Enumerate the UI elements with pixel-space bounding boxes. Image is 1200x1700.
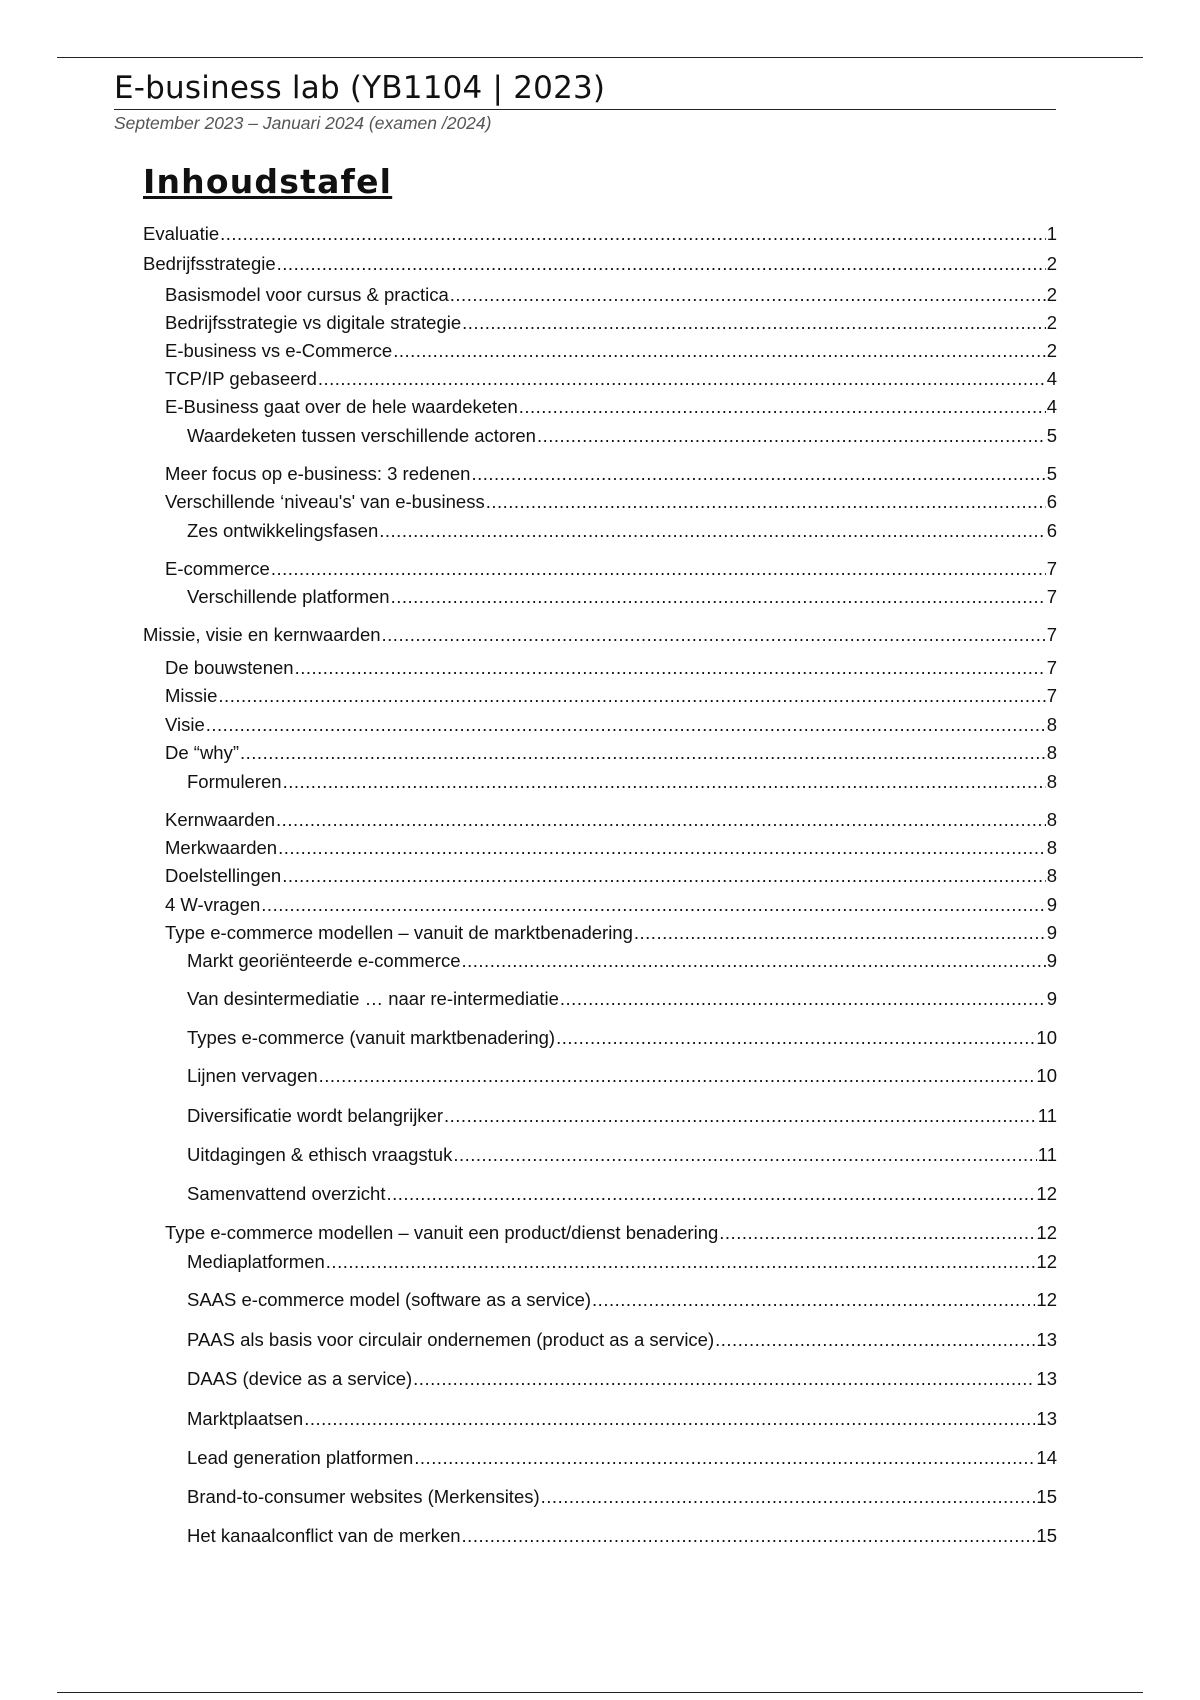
toc-entry-label: Formuleren [187,771,282,792]
toc-dot-leader [556,1026,1035,1050]
toc-entry-label: Lead generation platformen [187,1447,414,1468]
toc-entry-page-number: 8 [1046,809,1057,830]
toc-entry-label: Type e-commerce modellen – vanuit de marktbenadering [165,922,633,943]
toc-dot-leader [634,921,1046,945]
toc-entry-label: Brand-to-consumer websites (Merkensites) [187,1486,540,1507]
toc-entry[interactable] [165,656,1057,680]
toc-dot-leader [271,557,1046,581]
toc-dot-leader [486,490,1046,514]
toc-entry-label: Missie [165,685,218,706]
toc-entry-label: E-Business gaat over de hele waardeketen [165,396,518,417]
toc-entry-label: Types e-commerce (vanuit marktbenadering) [187,1027,556,1048]
toc-entry-page-number: 10 [1036,1027,1057,1048]
toc-entry-label: Het kanaalconflict van de merken [187,1525,461,1546]
toc-dot-leader [276,808,1046,832]
toc-dot-leader [453,1143,1036,1167]
toc-entry-page-number: 2 [1046,340,1057,361]
toc-entry-label: PAAS als basis voor circulair ondernemen (product as a service) [187,1329,715,1350]
toc-entry-label: Merkwaarden [165,837,278,858]
toc-entry[interactable] [187,1104,1057,1128]
toc-entry-page-number: 7 [1046,685,1057,706]
toc-entry[interactable] [187,1407,1057,1431]
toc-dot-leader [304,1407,1035,1431]
toc-entry[interactable] [187,1182,1057,1206]
toc-entry[interactable] [165,836,1057,860]
toc-dot-leader [318,367,1046,391]
top-rule [57,57,1143,58]
toc-entry[interactable] [165,367,1057,391]
toc-entry[interactable] [165,339,1057,363]
toc-entry[interactable] [165,462,1057,486]
toc-entry[interactable] [165,490,1057,514]
toc-entry[interactable] [187,585,1057,609]
toc-dot-leader [283,770,1046,794]
toc-entry-label: SAAS e-commerce model (software as a service) [187,1289,592,1310]
toc-entry[interactable] [143,222,1057,246]
toc-entry-label: Marktplaatsen [187,1408,304,1429]
toc-entry-label: Uitdagingen & ethisch vraagstuk [187,1144,453,1165]
toc-entry-page-number: 9 [1046,894,1057,915]
toc-entry-label: 4 W-vragen [165,894,261,915]
toc-entry[interactable] [165,864,1057,888]
toc-dot-leader [391,585,1046,609]
toc-entry-page-number: 5 [1046,463,1057,484]
toc-entry[interactable] [187,1328,1057,1352]
toc-entry-page-number: 12 [1036,1183,1057,1204]
toc-entry[interactable] [187,1367,1057,1391]
toc-dot-leader [560,987,1046,1011]
toc-entry-page-number: 6 [1046,520,1057,541]
toc-entry-page-number: 2 [1046,284,1057,305]
toc-dot-leader [719,1221,1035,1245]
toc-dot-leader [261,893,1045,917]
toc-dot-leader [282,864,1045,888]
toc-entry-page-number: 13 [1036,1329,1057,1350]
toc-entry[interactable] [165,921,1057,945]
toc-entry-label: Verschillende platformen [187,586,390,607]
toc-entry-page-number: 11 [1037,1144,1057,1165]
toc-dot-leader [537,424,1046,448]
toc-entry-page-number: 5 [1046,425,1057,446]
toc-entry-label: Evaluatie [143,223,220,244]
toc-dot-leader [218,684,1045,708]
toc-entry[interactable] [165,311,1057,335]
toc-entry[interactable] [165,283,1057,307]
toc-entry-page-number: 6 [1046,491,1057,512]
toc-entry-label: Lijnen vervagen [187,1065,318,1086]
toc-entry-page-number: 8 [1046,837,1057,858]
toc-dot-leader [319,1064,1036,1088]
toc-entry-label: E-business vs e-Commerce [165,340,393,361]
toc-dot-leader [471,462,1045,486]
toc-entry[interactable] [187,1288,1057,1312]
toc-dot-leader [220,222,1046,246]
toc-entry-label: Visie [165,714,205,735]
toc-entry-page-number: 9 [1046,922,1057,943]
toc-entry-page-number: 12 [1036,1222,1057,1243]
toc-entry-page-number: 15 [1036,1525,1057,1546]
toc-entry[interactable] [187,770,1057,794]
toc-entry-label: Zes ontwikkelingsfasen [187,520,379,541]
toc-entry-page-number: 15 [1036,1486,1057,1507]
document-title: E-business lab (YB1104 | 2023) [114,68,1056,110]
document-header [114,68,1056,134]
toc-entry[interactable] [187,1064,1057,1088]
toc-dot-leader [414,1446,1035,1470]
toc-entry-label: Diversificatie wordt belangrijker [187,1105,444,1126]
toc-entry-label: Doelstellingen [165,865,282,886]
toc-entry-page-number: 8 [1046,742,1057,763]
toc-entry-page-number: 10 [1036,1065,1057,1086]
toc-entry-page-number: 12 [1036,1251,1057,1272]
toc-entry-label: Basismodel voor cursus & practica [165,284,449,305]
toc-entry-label: Samenvattend overzicht [187,1183,386,1204]
toc-dot-leader [592,1288,1035,1312]
toc-entry-label: TCP/IP gebaseerd [165,368,317,389]
toc-entry[interactable] [165,557,1057,581]
toc-entry[interactable] [187,424,1057,448]
toc-dot-leader [462,1524,1036,1548]
toc-entry[interactable] [143,252,1057,276]
toc-heading: Inhoudstafel [143,162,393,201]
toc-entry[interactable] [187,1485,1057,1509]
toc-entry-label: Type e-commerce modellen – vanuit een product/dienst benadering [165,1222,719,1243]
toc-entry[interactable] [187,949,1057,973]
toc-entry-label: Van desintermediatie … naar re-intermediatie [187,988,559,1009]
toc-entry[interactable] [187,1250,1057,1274]
toc-entry-label: Kernwaarden [165,809,276,830]
toc-entry-label: Bedrijfsstrategie [143,253,276,274]
toc-entry[interactable] [165,713,1057,737]
toc-entry-page-number: 9 [1046,950,1057,971]
toc-dot-leader [240,741,1046,765]
toc-dot-leader [541,1485,1036,1509]
toc-entry-page-number: 7 [1046,586,1057,607]
toc-dot-leader [382,623,1046,647]
toc-entry-page-number: 7 [1046,657,1057,678]
toc-entry[interactable] [165,395,1057,419]
toc-entry-label: Markt georiënteerde e-commerce [187,950,461,971]
toc-entry-page-number: 4 [1046,368,1057,389]
toc-entry[interactable] [187,1026,1057,1050]
toc-entry-label: Bedrijfsstrategie vs digitale strategie [165,312,462,333]
toc-entry-page-number: 2 [1046,253,1057,274]
toc-entry-page-number: 1 [1046,223,1057,244]
toc-entry[interactable] [187,519,1057,543]
toc-entry[interactable] [165,893,1057,917]
toc-entry-label: E-commerce [165,558,270,579]
toc-entry-label: Verschillende ‘niveau's' van e-business [165,491,485,512]
toc-entry-label: De “why” [165,742,240,763]
toc-entry[interactable] [187,1446,1057,1470]
toc-entry-label: Meer focus op e-business: 3 redenen [165,463,471,484]
toc-entry[interactable] [165,684,1057,708]
toc-entry[interactable] [165,1221,1057,1245]
toc-entry[interactable] [165,808,1057,832]
toc-entry[interactable] [143,623,1057,647]
toc-dot-leader [450,283,1046,307]
toc-entry-page-number: 13 [1036,1368,1057,1389]
toc-dot-leader [379,519,1045,543]
table-of-contents [143,162,1057,1546]
toc-dot-leader [715,1328,1035,1352]
toc-entry-label: De bouwstenen [165,657,294,678]
toc-entry-page-number: 4 [1046,396,1057,417]
toc-entry-label: Mediaplatformen [187,1251,325,1272]
toc-entry[interactable] [187,1143,1057,1167]
toc-dot-leader [393,339,1046,363]
document-subtitle: September 2023 – Januari 2024 (examen /2024) [114,113,492,133]
toc-entry-page-number: 11 [1037,1105,1057,1126]
toc-dot-leader [462,311,1046,335]
toc-dot-leader [277,252,1046,276]
toc-entry[interactable] [187,1524,1057,1548]
toc-entry-label: Missie, visie en kernwaarden [143,624,381,645]
toc-entry-label: DAAS (device as a service) [187,1368,413,1389]
bottom-rule [57,1692,1143,1693]
toc-entry-label: Waardeketen tussen verschillende actoren [187,425,536,446]
toc-entry-page-number: 14 [1036,1447,1057,1468]
toc-entry-page-number: 8 [1046,865,1057,886]
toc-entry-page-number: 9 [1046,988,1057,1009]
toc-dot-leader [278,836,1046,860]
toc-dot-leader [519,395,1046,419]
toc-entry-page-number: 13 [1036,1408,1057,1429]
toc-entry-page-number: 8 [1046,771,1057,792]
toc-dot-leader [295,656,1046,680]
toc-dot-leader [206,713,1046,737]
toc-dot-leader [462,949,1046,973]
toc-entry-page-number: 7 [1046,624,1057,645]
toc-dot-leader [326,1250,1036,1274]
toc-entry-page-number: 7 [1046,558,1057,579]
toc-dot-leader [444,1104,1037,1128]
toc-dot-leader [386,1182,1035,1206]
toc-entry-page-number: 2 [1046,312,1057,333]
toc-entry[interactable] [165,741,1057,765]
toc-entry-page-number: 12 [1036,1289,1057,1310]
toc-entry[interactable] [187,987,1057,1011]
toc-dot-leader [413,1367,1035,1391]
toc-entry-page-number: 8 [1046,714,1057,735]
